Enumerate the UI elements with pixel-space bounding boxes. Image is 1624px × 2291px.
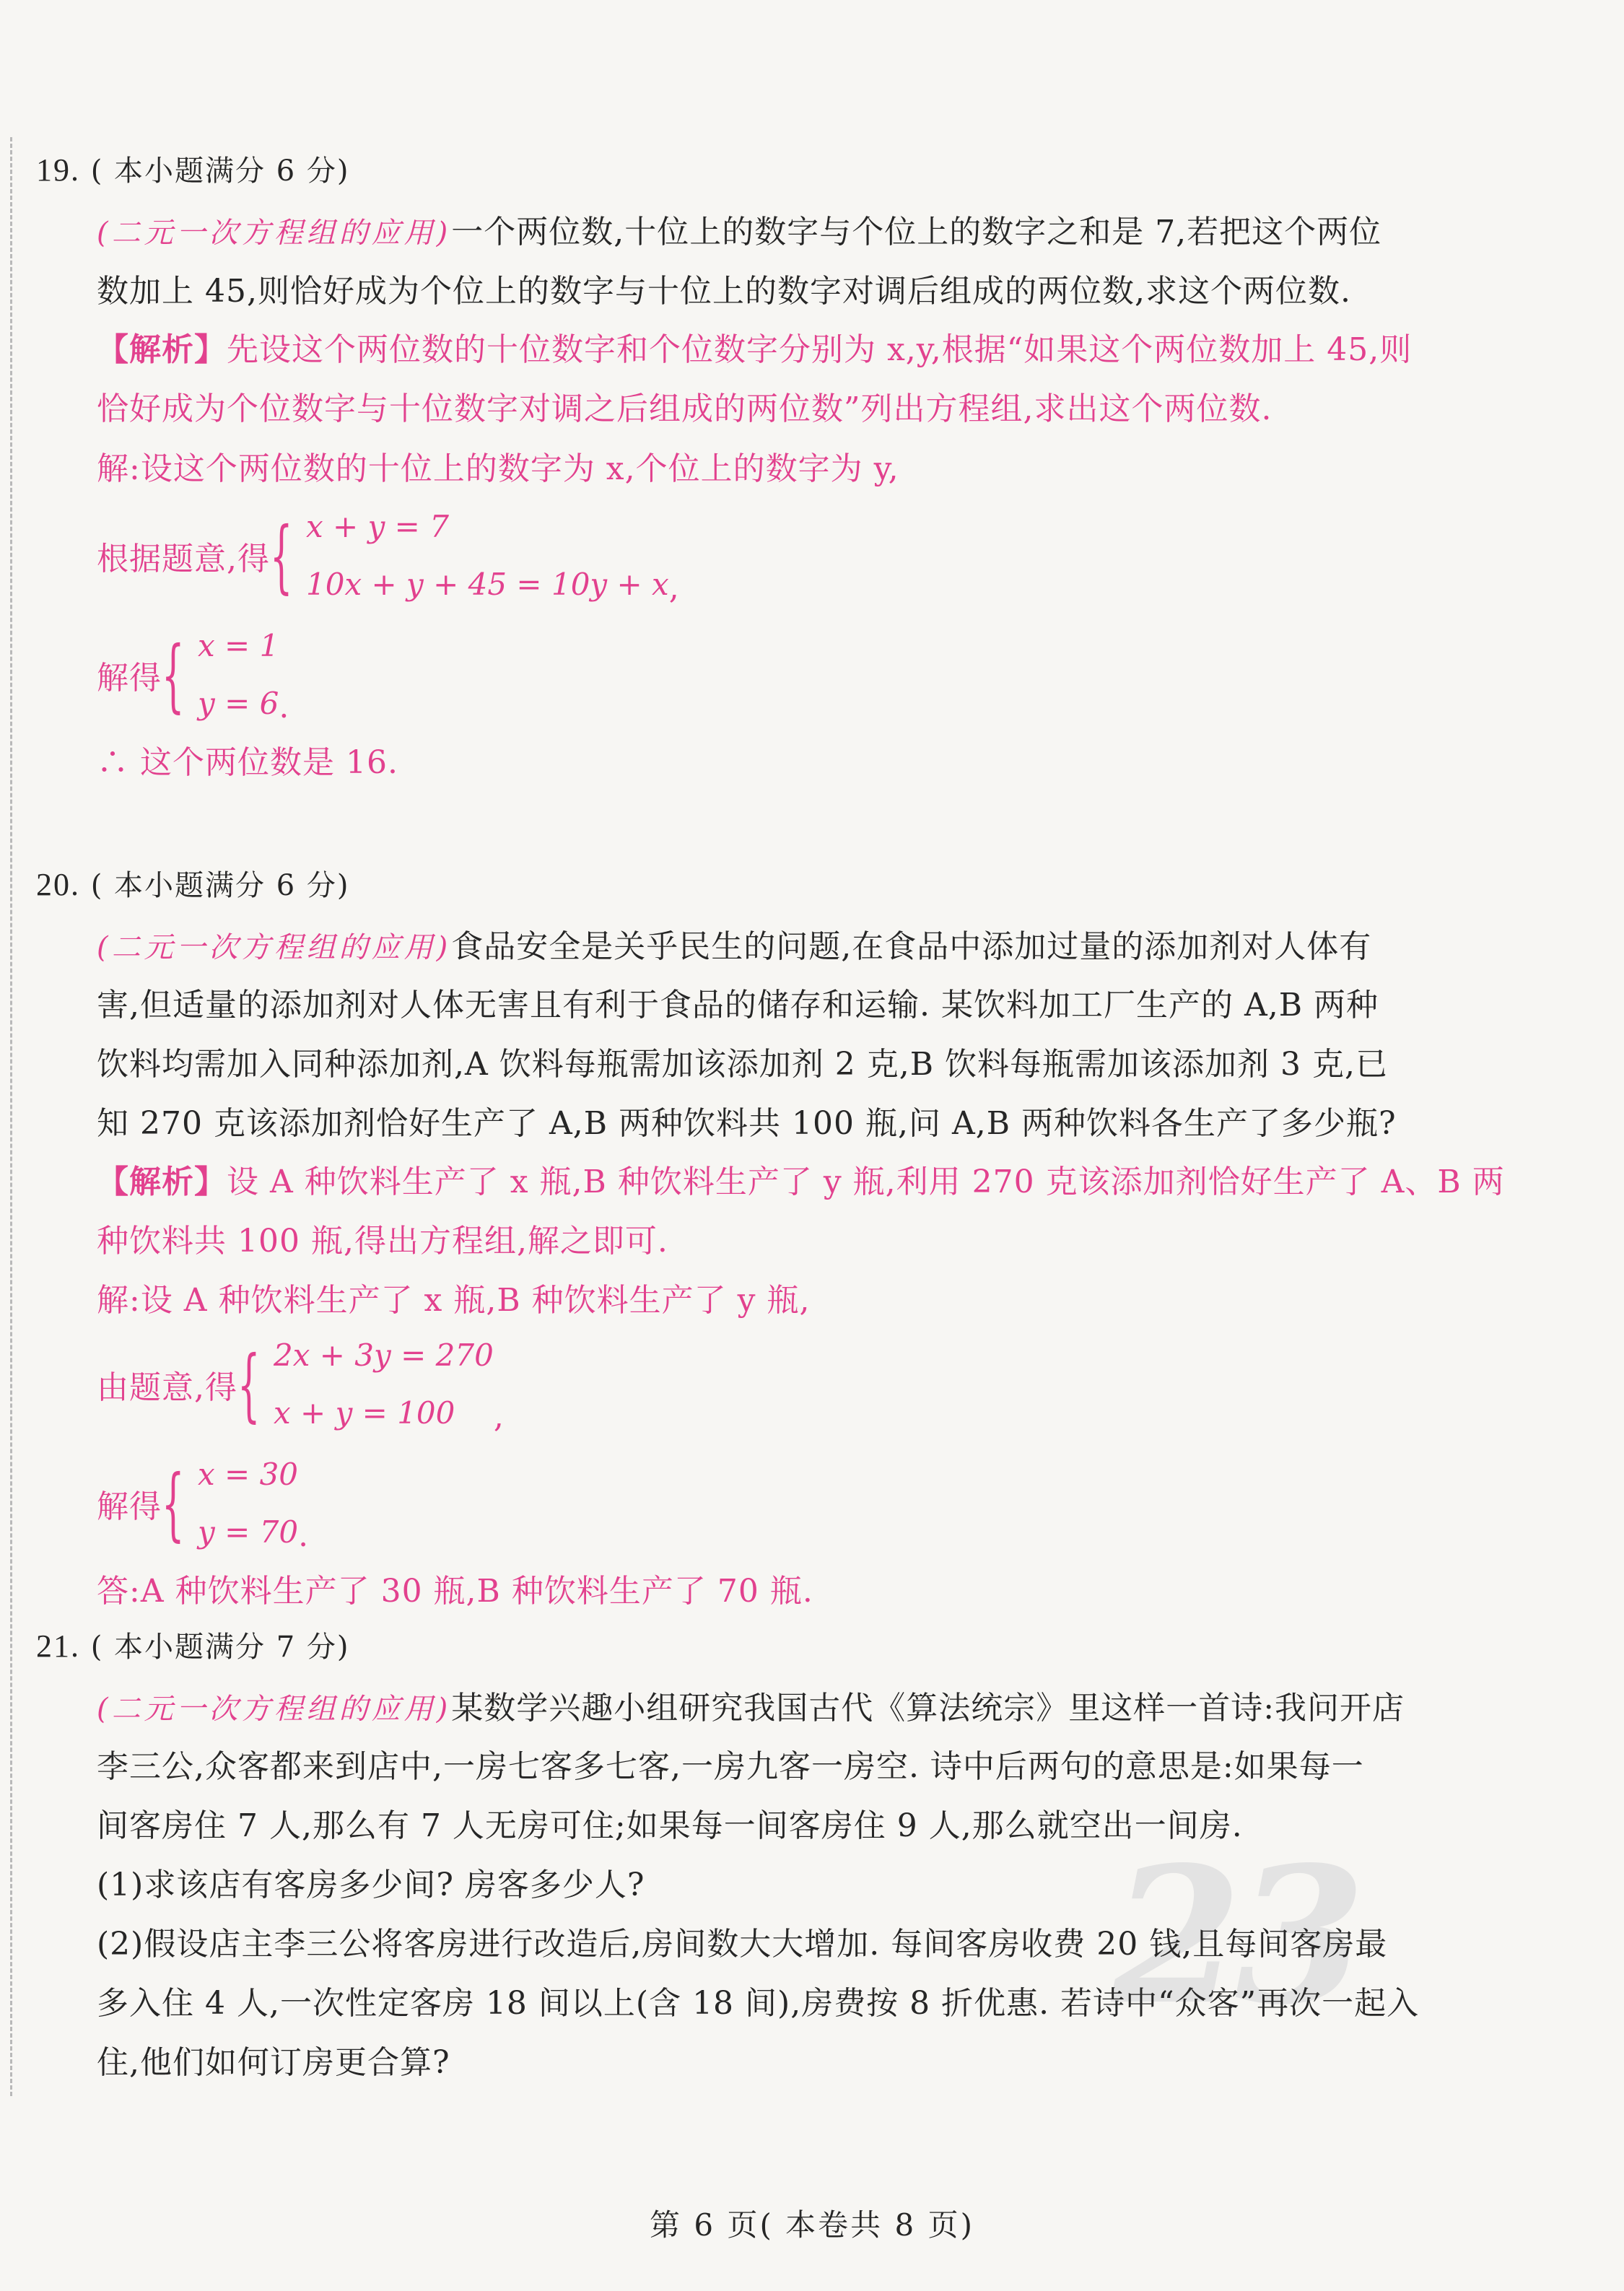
q20-number: 20. xyxy=(36,867,80,902)
left-brace-icon: { xyxy=(162,629,185,721)
q20-system-equations xyxy=(274,1327,494,1442)
q20-stem-line-2: 害,但适量的添加剂对人体无害且有利于食品的储存和运输. 某饮料加工厂生产的 A,B 两种 xyxy=(97,987,1379,1024)
q20-equation-system: 由题意,得 { 2x + 3y = 270 x + y = 100 , xyxy=(97,1327,504,1442)
q21-subquestion-2-line-1: (2)假设店主李三公将客房进行改造后,房间数大大增加. 每间客房收费 20 钱,且每间客房最 xyxy=(97,1926,1388,1963)
q19-equation-1: x + y = 7 xyxy=(306,509,449,544)
q20-analysis-tag: 【解析】 xyxy=(97,1164,227,1200)
q21-number: 21. xyxy=(36,1628,80,1664)
q19-analysis-line-2: 恰好成为个位数字与十位数字对调之后组成的两位数”列出方程组,求出这个两位数. xyxy=(97,390,1272,427)
q20-analysis-line-1: 【解析】设 A 种饮料生产了 x 瓶,B 种饮料生产了 y 瓶,利用 270 克该添加剂恰好生产了 A、B 两 xyxy=(97,1164,1505,1200)
q19-result-system: 解得 { x = 1 y = 6 . xyxy=(97,617,289,733)
q19-result-lead: 解得 xyxy=(97,660,162,697)
q19-system-lead: 根据题意,得 xyxy=(97,541,270,577)
q20-score: ( 本小题满分 6 分) xyxy=(90,869,350,902)
q20-conclusion: 答:A 种饮料生产了 30 瓶,B 种饮料生产了 70 瓶. xyxy=(97,1573,813,1610)
q21-header xyxy=(36,1624,350,1665)
q21-subquestion-1: (1)求该店有客房多少间? 房客多少人? xyxy=(97,1867,645,1903)
q19-number: 19. xyxy=(36,152,80,188)
q21-stem-line-3: 间客房住 7 人,那么有 7 人无房可住;如果每一间客房住 9 人,那么就空出一间房. xyxy=(97,1807,1243,1844)
q19-result-equations xyxy=(198,617,279,733)
q20-header xyxy=(36,863,350,904)
q19-system-equations xyxy=(306,498,669,614)
q20-result-equations xyxy=(198,1446,298,1561)
q19-solution-intro: 解:设这个两位数的十位上的数字为 x,个位上的数字为 y, xyxy=(97,450,899,487)
q19-header xyxy=(36,148,350,189)
q19-score: ( 本小题满分 6 分) xyxy=(90,154,350,188)
q20-equation-1: 2x + 3y = 270 xyxy=(274,1337,494,1373)
q19-stem-line-2: 数加上 45,则恰好成为个位上的数字与十位上的数字对调后组成的两位数,求这个两位数. xyxy=(97,273,1351,310)
q20-solution-intro: 解:设 A 种饮料生产了 x 瓶,B 种饮料生产了 y 瓶, xyxy=(97,1282,811,1319)
q20-result-x: x = 30 xyxy=(198,1457,299,1492)
q20-analysis-line-2: 种饮料共 100 瓶,得出方程组,解之即可. xyxy=(97,1223,668,1260)
left-brace-icon: { xyxy=(270,510,293,602)
q20-topic-tag: (二元一次方程组的应用) xyxy=(97,931,452,964)
q19-conclusion: ∴ 这个两位数是 16. xyxy=(97,744,398,781)
q20-result-system: 解得 { x = 30 y = 70 . xyxy=(97,1446,308,1561)
q19-result-y: y = 6 xyxy=(198,686,279,721)
q20-stem-line-1: (二元一次方程组的应用)食品安全是关乎民生的问题,在食品中添加过量的添加剂对人体有 xyxy=(97,928,1372,965)
q20-system-lead: 由题意,得 xyxy=(97,1369,237,1406)
q20-equation-2: x + y = 100 xyxy=(274,1395,455,1431)
q20-result-y: y = 70 xyxy=(198,1514,299,1550)
q19-result-x: x = 1 xyxy=(198,628,279,663)
q21-stem-line-1: (二元一次方程组的应用)某数学兴趣小组研究我国古代《算法统宗》里这样一首诗:我问开店 xyxy=(97,1690,1405,1727)
left-brace-icon: { xyxy=(237,1338,261,1431)
q19-equation-2: 10x + y + 45 = 10y + x xyxy=(306,567,669,602)
binding-margin-line xyxy=(10,137,12,2096)
q21-topic-tag: (二元一次方程组的应用) xyxy=(97,1693,452,1726)
q19-analysis-line-1: 【解析】先设这个两位数的十位数字和个位数字分别为 x,y,根据“如果这个两位数加上 45,则 xyxy=(97,331,1413,368)
q21-subquestion-2-line-2: 多入住 4 人,一次性定客房 18 间以上(含 18 间),房费按 8 折优惠. 若诗中“众客”再次一起入 xyxy=(97,1985,1420,2022)
q21-subquestion-2-line-3: 住,他们如何订房更合算? xyxy=(97,2044,450,2081)
q19-equation-system: 根据题意,得 { x + y = 7 10x + y + 45 = 10y + x , xyxy=(97,498,679,614)
q19-analysis-tag: 【解析】 xyxy=(97,331,227,368)
q20-stem-line-4: 知 270 克该添加剂恰好生产了 A,B 两种饮料共 100 瓶,问 A,B 两种饮料各生产了多少瓶? xyxy=(97,1105,1397,1142)
page-watermark: 23 xyxy=(1112,1826,1358,2046)
q20-stem-line-3: 饮料均需加入同种添加剂,A 饮料每瓶需加该添加剂 2 克,B 饮料每瓶需加该添加剂 3 克,已 xyxy=(97,1046,1388,1083)
q19-stem-line-1: (二元一次方程组的应用)一个两位数,十位上的数字与个位上的数字之和是 7,若把这个两位 xyxy=(97,214,1382,250)
page-footer: 第 6 页( 本卷共 8 页) xyxy=(650,2207,974,2243)
q21-stem-line-2: 李三公,众客都来到店中,一房七客多七客,一房九客一房空. 诗中后两句的意思是:如果每一 xyxy=(97,1748,1364,1785)
left-brace-icon: { xyxy=(162,1457,185,1550)
q21-score: ( 本小题满分 7 分) xyxy=(90,1631,350,1664)
q19-topic-tag: (二元一次方程组的应用) xyxy=(97,217,452,250)
q20-result-lead: 解得 xyxy=(97,1488,162,1525)
